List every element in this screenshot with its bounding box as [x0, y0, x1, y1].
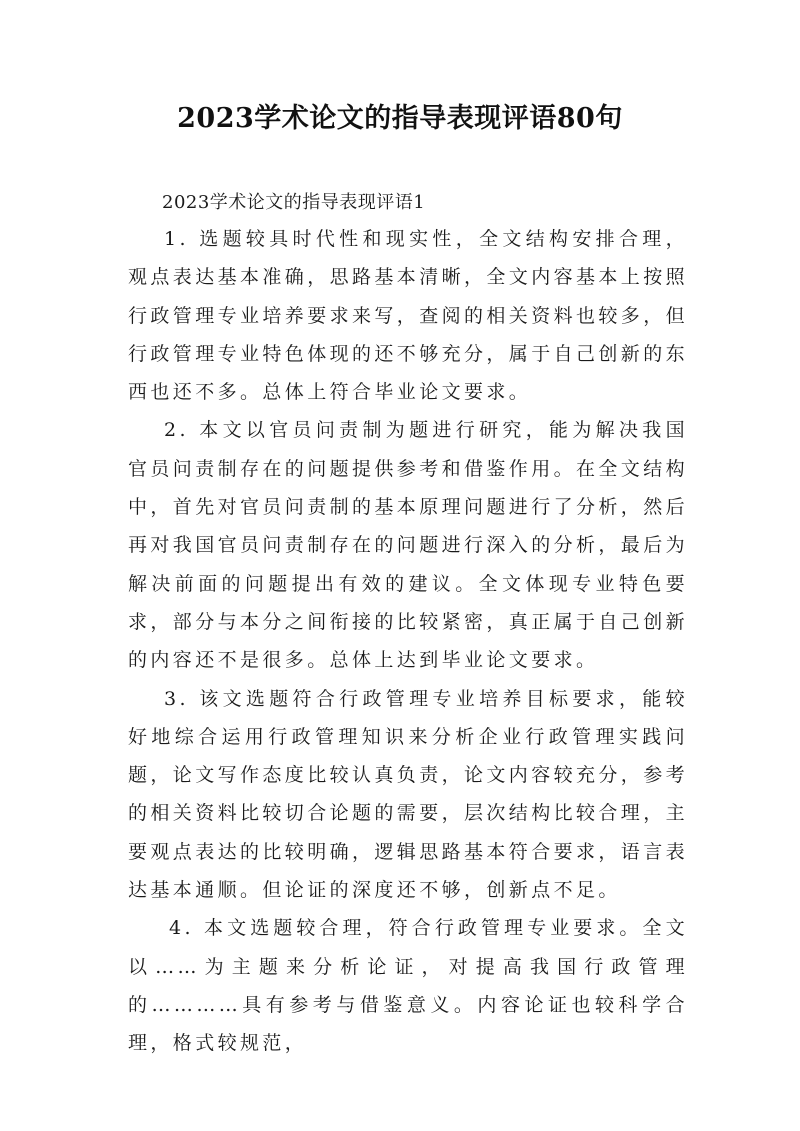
comment-paragraph-1: 1. 选题较具时代性和现实性，全文结构安排合理，观点表达基本准确，思路基本清晰，全文内容基本上按照行政管理专业培养要求来写，查阅的相关资料也较多，但行政管理专业特色体现的还不够充分，属于自己创新的东西也还不多。总体上符合毕业论文要求。	[128, 228, 689, 404]
document-title: 2023学术论文的指导表现评语80句	[177, 103, 623, 134]
section-heading: 2023学术论文的指导表现评语1	[162, 192, 426, 213]
comment-paragraph-4: 4. 本文选题较合理，符合行政管理专业要求。全文以……为主题来分析论证，对提高我国行政管理的…………具有参考与借鉴意义。内容论证也较科学合理，格式较规范，	[128, 917, 688, 1055]
document-body	[128, 186, 688, 1063]
comment-paragraph-3: 3. 该文选题符合行政管理专业培养目标要求，能较好地综合运用行政管理知识来分析企业行政管理实践问题，论文写作态度比较认真负责，论文内容较充分，参考的相关资料比较切合论题的需要，层次结构比较合理，主要观点表达的比较明确，逻辑思路基本符合要求，语言表达基本通顺。但论证的深度还不够，创新点不足。	[128, 687, 689, 902]
comment-paragraph-2: 2. 本文以官员问责制为题进行研究，能为解决我国官员问责制存在的问题提供参考和借鉴作用。在全文结构中，首先对官员问责制的基本原理问题进行了分析，然后再对我国官员问责制存在的问题进行深入的分析，最后为解决前面的问题提出有效的建议。全文体现专业特色要求，部分与本分之间衔接的比较紧密，真正属于自己创新的内容还不是很多。总体上达到毕业论文要求。	[128, 419, 689, 672]
